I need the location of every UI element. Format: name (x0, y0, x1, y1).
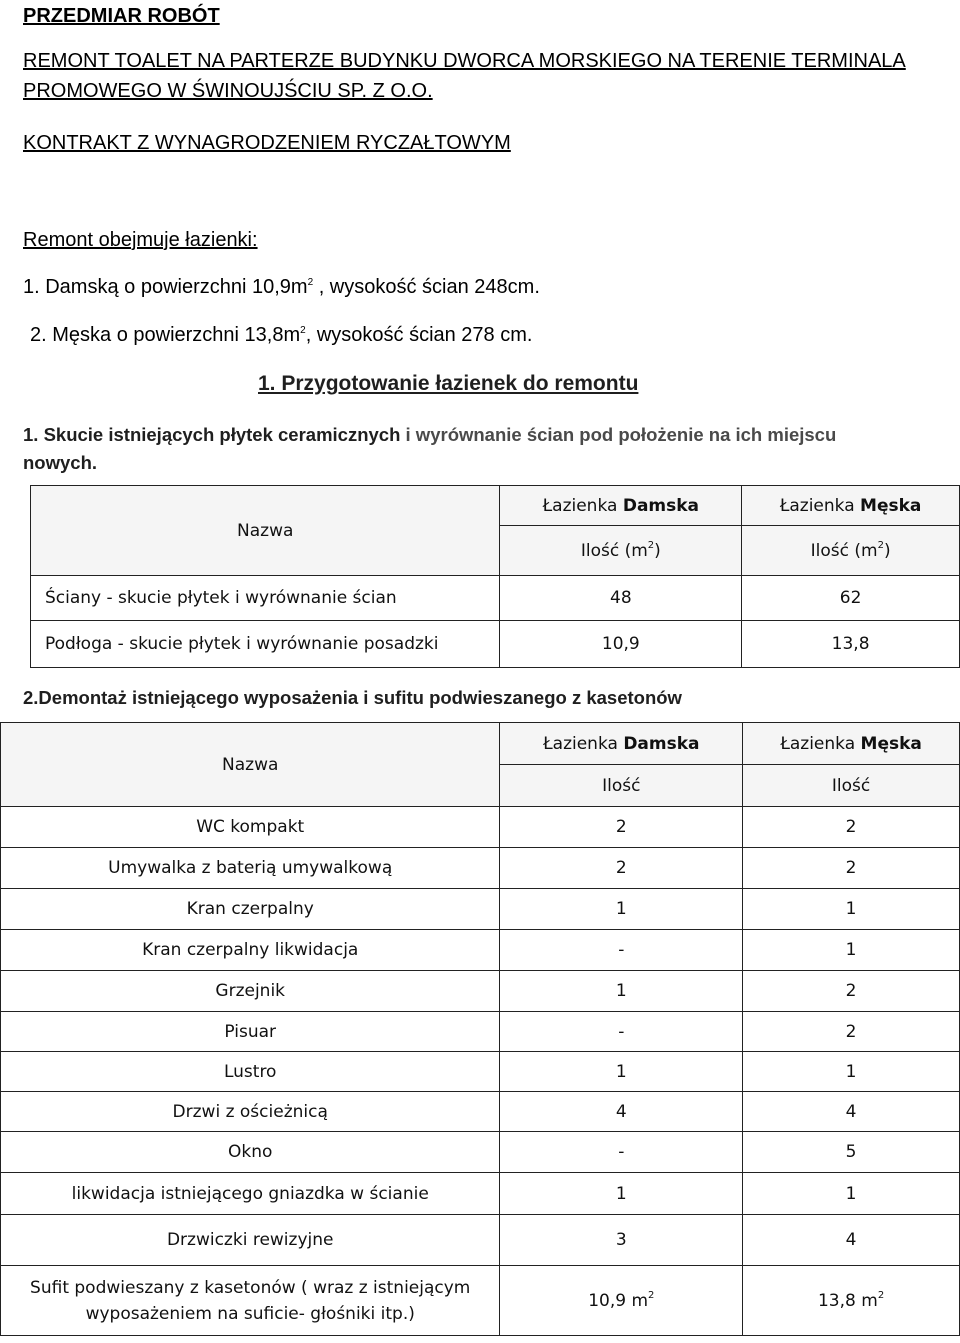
table-2-header-meska (743, 723, 960, 765)
table-2-row-damska: 2 (500, 848, 743, 889)
table-1-unit-damska-pre: Ilość (m (580, 540, 648, 561)
table-1-unit-damska-post: ) (654, 540, 661, 561)
table-2-row-meska: 4 (743, 1092, 960, 1132)
table-2-row-damska: 1 (500, 1173, 743, 1215)
table-2-header-name: Nazwa (1, 723, 500, 807)
table-2-last-meska-sup: 2 (877, 1289, 885, 1301)
table-row (1, 848, 960, 889)
table-2-unit-meska: Ilość (743, 765, 960, 807)
doc-title: PRZEDMIAR ROBÓT (23, 5, 220, 27)
table-2-last-damska-sup: 2 (648, 1289, 655, 1301)
table-row (1, 1173, 960, 1215)
section-1-title: 1. Przygotowanie łazienek do remontu (258, 372, 639, 395)
section-1-task-a: 1. Skucie istniejących płytek ceramicznych (23, 424, 406, 445)
scope-item-2-text: 2. Męska o powierzchni 13,8m (30, 324, 301, 346)
table-2-row-meska: 2 (743, 971, 960, 1012)
table-row (1, 1132, 960, 1173)
table-1-header-meska (742, 486, 960, 526)
table-2-row-meska: 1 (743, 930, 960, 971)
table-2-row-meska (743, 1266, 960, 1336)
table-row (1, 807, 960, 848)
table-2-row-name: Okno (1, 1132, 500, 1173)
table-1-header-damska-pre: Łazienka (542, 495, 623, 516)
table-1-header-meska-pre: Łazienka (779, 495, 861, 516)
table-2-row-name: Lustro (1, 1052, 500, 1092)
table-2-row-name: Grzejnik (1, 971, 500, 1012)
doc-contract: KONTRAKT Z WYNAGRODZENIEM RYCZAŁTOWYM (23, 132, 511, 154)
scope-item-2-sup: 2 (300, 325, 306, 336)
table-2-row-meska: 2 (743, 1012, 960, 1052)
table-2-row-damska: - (500, 930, 743, 971)
table-1-header-name: Nazwa (31, 486, 500, 576)
table-2-row-damska: 3 (500, 1215, 743, 1266)
section-2-title: 2.Demontaż istniejącego wyposażenia i sufitu podwieszanego z kasetonów (23, 687, 682, 708)
table-2-last-name-line2: wyposażeniem na suficie- głośniki itp.) (85, 1303, 415, 1324)
table-2-row-damska: 1 (500, 1052, 743, 1092)
table-2-row-name: Pisuar (1, 1012, 500, 1052)
table-1-row-name: Ściany - skucie płytek i wyrównanie ścian (31, 576, 500, 621)
table-2-row-damska (500, 1266, 743, 1336)
table-row (1, 889, 960, 930)
table-2-row-damska: 1 (500, 889, 743, 930)
table-1-unit-damska (500, 526, 742, 576)
table-2-row-name: Umywalka z baterią umywalkową (1, 848, 500, 889)
table-2-row-name: Kran czerpalny (1, 889, 500, 930)
table-1-header-damska-bold: Damska (622, 495, 700, 516)
table-1-unit-damska-sup: 2 (647, 539, 655, 551)
table-1-row-name: Podłoga - skucie płytek i wyrównanie posadzki (31, 621, 500, 668)
table-1 (30, 485, 960, 668)
table-1-row-damska: 10,9 (500, 621, 742, 668)
table-row (1, 971, 960, 1012)
table-row (1, 930, 960, 971)
table-2-row-meska: 1 (743, 1173, 960, 1215)
table-2-last-meska-value: 13,8 m (817, 1290, 878, 1311)
scope-item-1-text: 1. Damską o powierzchni 10,9m (23, 276, 308, 298)
table-2-last-name-line1: Sufit podwieszany z kasetonów ( wraz z istniejącym (30, 1277, 471, 1298)
scope-item-2 (30, 323, 532, 347)
section-1-task (23, 421, 836, 477)
table-2-row-meska: 2 (743, 848, 960, 889)
table-row (1, 1052, 960, 1092)
table-2-header-meska-bold: Męska (860, 733, 922, 754)
table-2-row-name: Drzwi z ościeżnicą (1, 1092, 500, 1132)
table-1-header-damska (500, 486, 742, 526)
table-1-row-meska: 13,8 (742, 621, 960, 668)
table-1-row-meska: 62 (742, 576, 960, 621)
table-2-row-name (1, 1266, 500, 1336)
table-2-row-name: likwidacja istniejącego gniazdka w ścianie (1, 1173, 500, 1215)
table-1-header-meska-bold: Męska (860, 495, 922, 516)
scope-intro: Remont obejmuje łazienki: (23, 229, 258, 251)
scope-item-1-sup: 2 (307, 277, 314, 288)
table-2-row-damska: - (500, 1132, 743, 1173)
section-1-task-c: nowych. (23, 452, 98, 473)
table-2-header-damska-bold: Damska (623, 733, 700, 754)
table-row (1, 1266, 960, 1336)
table-1-unit-meska-sup: 2 (877, 539, 884, 551)
table-2-last-damska-value: 10,9 m (588, 1290, 649, 1311)
doc-subject-line2: PROMOWEGO W ŚWINOUJŚCIU SP. Z O.O. (23, 80, 433, 102)
table-row (1, 1092, 960, 1132)
table-1-unit-meska-pre: Ilość (m (810, 540, 878, 561)
table-2-row-meska: 1 (743, 1052, 960, 1092)
table-1-unit-meska-post: ) (883, 540, 891, 561)
table-2-header-damska (500, 723, 743, 765)
scope-item-1-rest: , wysokość ścian 248cm. (313, 276, 540, 298)
table-2-row-meska: 1 (743, 889, 960, 930)
table-row (31, 576, 960, 621)
table-row (1, 1215, 960, 1266)
doc-subject-line1: REMONT TOALET NA PARTERZE BUDYNKU DWORCA MORSKIEGO NA TERENIE TERMINALA (23, 50, 906, 72)
table-1-unit-meska (742, 526, 960, 576)
table-2-row-damska: 4 (500, 1092, 743, 1132)
table-2-row-damska: 1 (500, 971, 743, 1012)
table-2-row-name: Kran czerpalny likwidacja (1, 930, 500, 971)
table-2-row-damska: 2 (500, 807, 743, 848)
table-row (1, 1012, 960, 1052)
table-2-row-meska: 5 (743, 1132, 960, 1173)
scope-item-1 (23, 275, 540, 299)
table-2-row-meska: 2 (743, 807, 960, 848)
table-2-row-name: WC kompakt (1, 807, 500, 848)
table-2-row-name: Drzwiczki rewizyjne (1, 1215, 500, 1266)
table-1-row-damska: 48 (500, 576, 742, 621)
table-2-row-meska: 4 (743, 1215, 960, 1266)
table-2-row-damska: - (500, 1012, 743, 1052)
table-2-header-damska-pre: Łazienka (543, 733, 624, 754)
section-1-task-b: i wyrównanie ścian pod położenie na ich miejscu (405, 424, 837, 445)
table-row (31, 621, 960, 668)
table-2-unit-damska: Ilość (500, 765, 743, 807)
scope-item-2-rest: , wysokość ścian 278 cm. (305, 324, 533, 346)
table-2-header-meska-pre: Łazienka (780, 733, 861, 754)
table-2 (0, 722, 960, 1336)
